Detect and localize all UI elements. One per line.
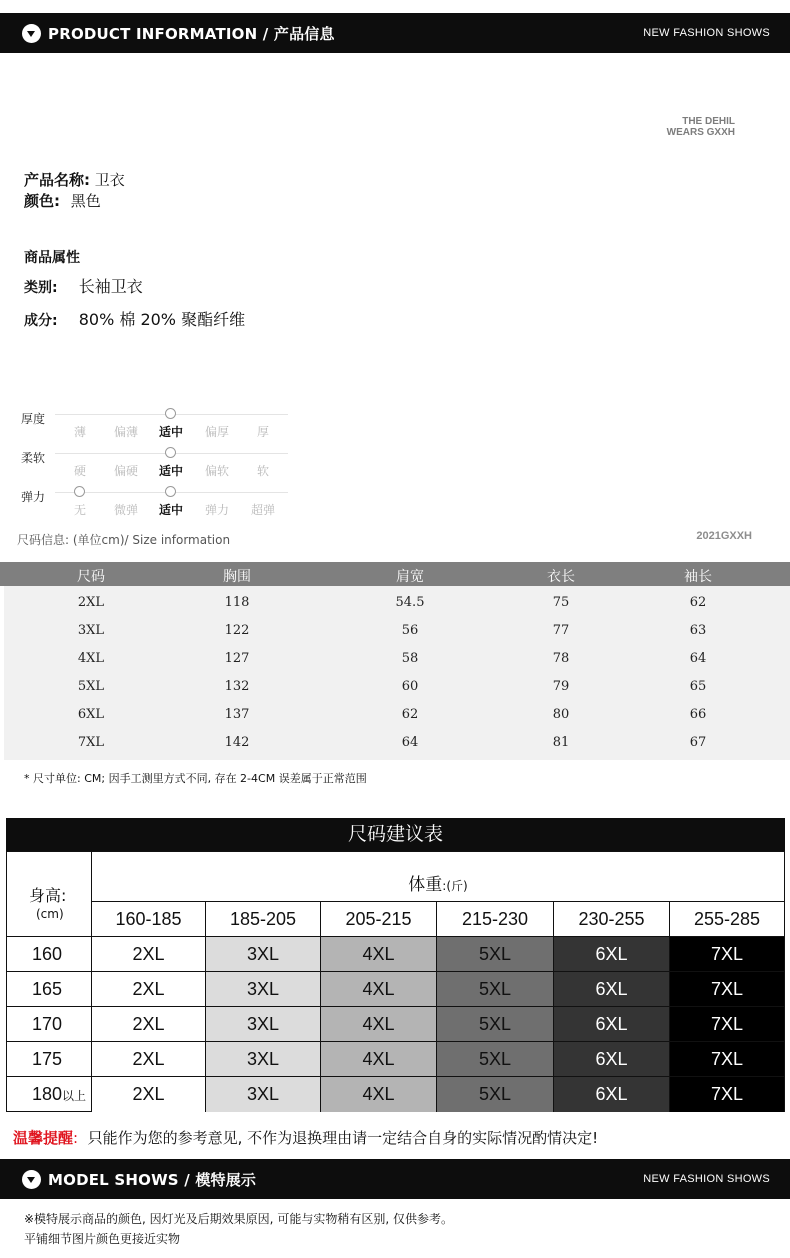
scale-option: 偏软 <box>204 464 229 478</box>
size-cell: 6XL <box>554 972 670 1007</box>
footer-note-2: 平铺细节图片颜色更接近实物 <box>24 1232 181 1246</box>
size-recommendation-table <box>6 818 785 1112</box>
material-row <box>24 307 245 330</box>
scale-option: 厚 <box>256 425 269 439</box>
height-value: 165 <box>32 979 63 999</box>
size-cell: 7XL <box>670 1042 784 1077</box>
footer-note-1: ※模特展示商品的颜色, 因灯光及后期效果原因, 可能与实物稍有区别, 仅供参考。 <box>24 1212 453 1226</box>
chevron-down-icon <box>22 1170 41 1189</box>
scale-option: 偏薄 <box>113 425 138 439</box>
size-cell: 2XL <box>92 937 206 972</box>
height-value: 175 <box>32 1049 63 1069</box>
weight-range-cell: 215-230 <box>437 902 554 937</box>
measurement-header-cell: 衣长 <box>547 569 575 585</box>
measurement-cell: 4XL <box>77 651 105 666</box>
scale-option: 无 <box>73 503 86 517</box>
measurement-cell: 67 <box>689 735 707 750</box>
size-cell: 5XL <box>437 1042 554 1077</box>
reminder-label: 温馨提醒 <box>13 1129 74 1147</box>
product-color-label: 颜色: <box>24 192 60 210</box>
weight-range-cell: 185-205 <box>206 902 321 937</box>
measurement-cell: 79 <box>552 679 570 694</box>
measurement-header-cell: 胸围 <box>223 569 251 585</box>
measurement-cell: 65 <box>689 679 707 694</box>
measurement-cell: 64 <box>689 651 707 666</box>
measurement-cell: 62 <box>689 595 707 610</box>
measurement-cell: 81 <box>552 735 570 750</box>
measurement-cell: 54.5 <box>395 595 425 610</box>
scale-marker <box>74 486 85 497</box>
size-cell: 5XL <box>437 937 554 972</box>
size-cell: 4XL <box>321 1042 437 1077</box>
measurement-header-cell: 尺码 <box>77 569 105 585</box>
chevron-down-icon <box>22 24 41 43</box>
scale-option: 超弹 <box>250 503 275 517</box>
material-label: 成分: <box>24 313 58 329</box>
attributes-title: 商品属性 <box>24 250 80 266</box>
height-cell <box>7 972 92 1007</box>
size-cell: 2XL <box>92 1042 206 1077</box>
size-cell: 2XL <box>92 1077 206 1112</box>
measurement-cell: 2XL <box>77 595 105 610</box>
product-name-label: 产品名称: <box>24 171 90 189</box>
size-cell: 5XL <box>437 1077 554 1112</box>
size-info-caption: 尺码信息: (单位cm)/ Size information <box>17 533 231 547</box>
section-tagline: NEW FASHION SHOWS <box>643 1173 770 1185</box>
height-cell <box>7 1077 92 1112</box>
measurement-cell: 132 <box>224 679 250 694</box>
weight-label: 体重 <box>408 875 443 895</box>
measurement-cell: 122 <box>224 623 250 638</box>
height-cell <box>7 937 92 972</box>
height-suffix: 以上 <box>62 1089 87 1103</box>
size-cell: 6XL <box>554 1042 670 1077</box>
height-value: 170 <box>32 1014 63 1034</box>
product-info-header <box>0 13 790 53</box>
scale-option: 弹力 <box>204 503 229 517</box>
measurement-cell: 137 <box>224 707 250 722</box>
reminder <box>13 1127 598 1148</box>
measurement-cell: 75 <box>552 595 570 610</box>
scale-marker <box>165 486 176 497</box>
model-shows-header <box>0 1159 790 1199</box>
size-cell: 7XL <box>670 1007 784 1042</box>
size-cell: 5XL <box>437 972 554 1007</box>
category-value: 长袖卫衣 <box>78 277 143 296</box>
section-tagline: NEW FASHION SHOWS <box>643 27 770 39</box>
measurement-cell: 6XL <box>77 707 105 722</box>
scale-option: 适中 <box>158 503 183 517</box>
category-row <box>24 274 143 297</box>
measurement-cell: 63 <box>689 623 707 638</box>
size-cell: 3XL <box>206 1042 321 1077</box>
height-unit: (cm) <box>36 907 64 921</box>
scale-marker <box>165 408 176 419</box>
height-label: 身高: <box>29 886 67 905</box>
measurement-cell: 78 <box>552 651 570 666</box>
scale-option: 软 <box>256 464 269 478</box>
measurement-cell: 7XL <box>77 735 105 750</box>
scale-option: 适中 <box>158 464 183 478</box>
measurement-cell: 5XL <box>77 679 105 694</box>
measurement-cell: 62 <box>401 707 419 722</box>
scale-option: 适中 <box>158 425 183 439</box>
size-cell: 5XL <box>437 1007 554 1042</box>
code-mark: 2021GXXH <box>696 530 752 542</box>
measurement-header-cell: 袖长 <box>684 569 712 585</box>
measurement-header-cell: 肩宽 <box>396 569 424 585</box>
height-cell <box>7 1042 92 1077</box>
recommendation-title: 尺码建议表 <box>6 818 785 851</box>
measurement-cell: 64 <box>401 735 419 750</box>
size-cell: 6XL <box>554 1077 670 1112</box>
scale-option: 偏厚 <box>204 425 229 439</box>
measurement-cell: 118 <box>224 595 250 610</box>
measurement-cell: 127 <box>224 651 250 666</box>
weight-range-cell: 160-185 <box>92 902 206 937</box>
brand-logo <box>667 116 735 138</box>
size-cell: 7XL <box>670 972 784 1007</box>
size-cell: 4XL <box>321 1077 437 1112</box>
scale-label: 弹力 <box>21 490 46 504</box>
reminder-text: 只能作为您的参考意见, 不作为退换理由请一定结合自身的实际情况酌情决定! <box>87 1129 599 1147</box>
product-color-row <box>24 190 101 211</box>
reminder-colon: : <box>73 1129 79 1147</box>
measurement-cell: 66 <box>689 707 707 722</box>
size-cell: 3XL <box>206 1077 321 1112</box>
measurement-cell: 142 <box>224 735 250 750</box>
weight-range-cell: 230-255 <box>554 902 670 937</box>
size-cell: 2XL <box>92 972 206 1007</box>
size-cell: 3XL <box>206 972 321 1007</box>
recommendation-grid <box>6 851 785 1112</box>
category-label: 类别: <box>24 280 58 296</box>
size-cell: 7XL <box>670 937 784 972</box>
scale-marker <box>165 447 176 458</box>
weight-header <box>92 852 784 902</box>
measurement-cell: 56 <box>401 623 419 638</box>
size-cell: 7XL <box>670 1077 784 1112</box>
size-cell: 6XL <box>554 1007 670 1042</box>
size-cell: 4XL <box>321 972 437 1007</box>
section-title: MODEL SHOWS / 模特展示 <box>48 1171 257 1189</box>
size-cell: 3XL <box>206 1007 321 1042</box>
size-cell: 4XL <box>321 1007 437 1042</box>
measurement-table-body <box>4 586 790 760</box>
height-header <box>7 852 92 937</box>
size-cell: 6XL <box>554 937 670 972</box>
scale-option: 硬 <box>73 464 86 478</box>
weight-range-cell: 205-215 <box>321 902 437 937</box>
weight-unit: :(斤) <box>442 879 468 893</box>
size-cell: 4XL <box>321 937 437 972</box>
brand-line-2: WEARS GXXH <box>666 127 735 138</box>
measurement-cell: 77 <box>552 623 570 638</box>
size-cell: 2XL <box>92 1007 206 1042</box>
scale-label: 厚度 <box>21 412 46 426</box>
height-value: 160 <box>32 944 63 964</box>
scale-option: 薄 <box>73 425 86 439</box>
size-cell: 3XL <box>206 937 321 972</box>
scale-label: 柔软 <box>21 451 46 465</box>
brand-line-1: THE DEHIL <box>682 116 735 127</box>
measurement-cell: 80 <box>552 707 570 722</box>
measurement-note: * 尺寸单位: CM; 因手工测里方式不同, 存在 2-4CM 误差属于正常范围 <box>24 772 367 785</box>
measurement-cell: 60 <box>401 679 419 694</box>
measurement-cell: 3XL <box>77 623 105 638</box>
product-color-value: 黑色 <box>70 192 101 210</box>
section-title: PRODUCT INFORMATION / 产品信息 <box>48 25 335 43</box>
product-name-value: 卫衣 <box>94 171 125 189</box>
weight-range-cell: 255-285 <box>670 902 784 937</box>
scale-option: 微弹 <box>113 503 138 517</box>
material-value: 80% 棉 20% 聚酯纤维 <box>78 310 246 329</box>
height-cell <box>7 1007 92 1042</box>
measurement-table-header <box>0 562 790 586</box>
height-value: 180 <box>32 1084 63 1104</box>
measurement-cell: 58 <box>401 651 419 666</box>
scale-option: 偏硬 <box>113 464 138 478</box>
product-name-row <box>24 169 125 190</box>
